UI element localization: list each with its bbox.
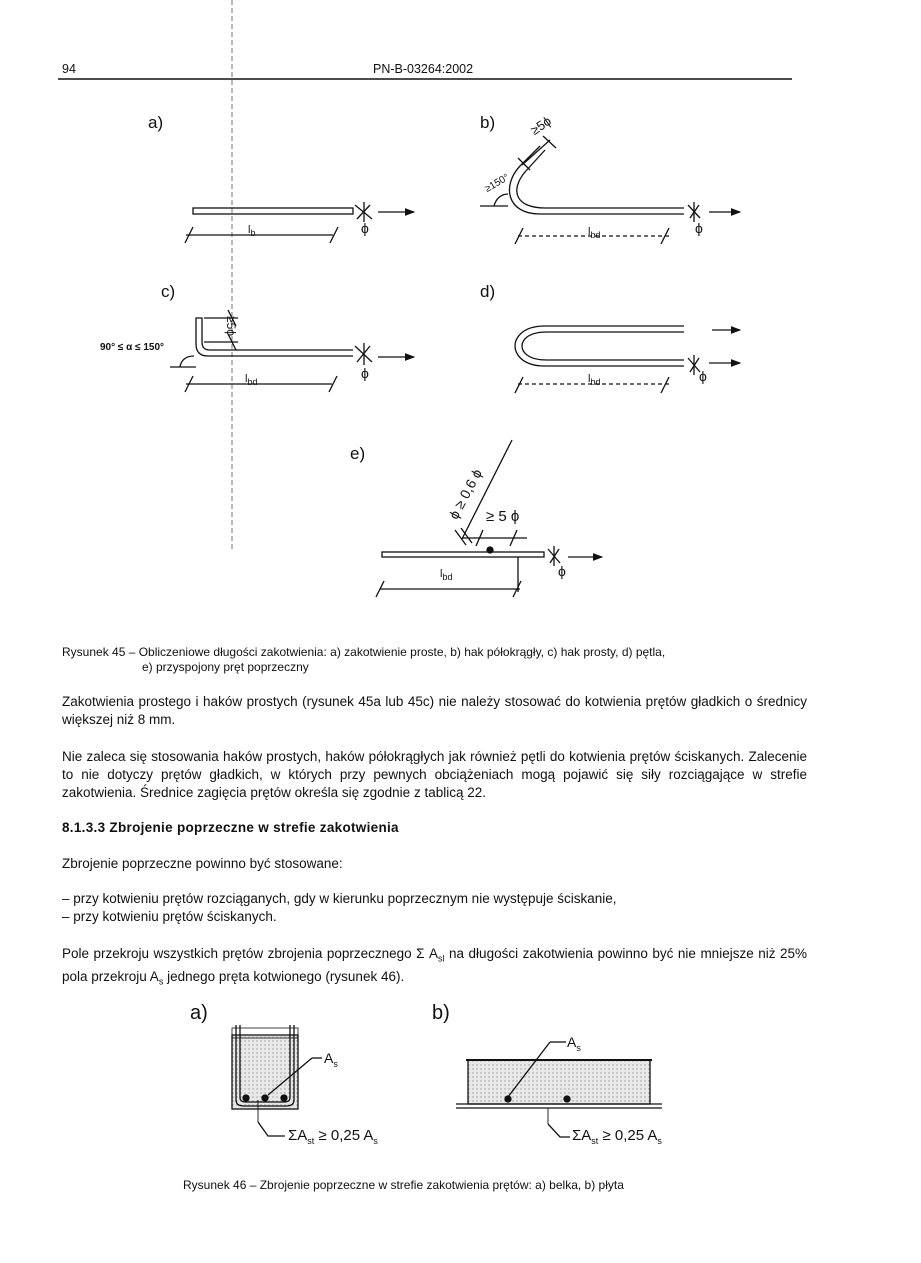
fig46-label-a: a): [190, 1002, 208, 1024]
fig45d-length-label: $l_{bd}$: [588, 373, 601, 388]
fig45e-phi: ϕ: [558, 563, 566, 579]
fig45-label-b: b): [480, 113, 496, 132]
fig45c-phi: ϕ: [361, 365, 369, 381]
bullet-2: – przy kotwieniu prętów ściskanych.: [62, 909, 277, 924]
paragraph-3: Zbrojenie poprzeczne powinno być stosowane:: [62, 856, 343, 871]
figure45-caption-line1: Rysunek 45 – Obliczeniowe długości zakotwienia: a) zakotwienie proste, b) hak półokrągły, c) hak prosty, d) pętla,: [62, 645, 666, 659]
section-heading: 8.1.3.3 Zbrojenie poprzeczne w strefie zakotwienia: [62, 820, 399, 835]
paragraph-1: Zakotwienia prostego i haków prostych (rysunek 45a lub 45c) nie należy stosować do kotwienia prętów gładkich o średnicy większej niż 8 mm.: [62, 694, 807, 727]
standard-code: PN-B-03264:2002: [373, 62, 474, 76]
fig45a-straight-bar: [185, 202, 414, 243]
paragraph-4: Pole przekroju wszystkich prętów zbrojenia poprzecznego Σ $A_{sl}$ na długości zakotwienia powinno być nie mniejsze niż 25% pola przekroju $A_s$ jednego pręta kotwionego (rysunek 46).: [62, 946, 807, 987]
fig45a-phi: ϕ: [361, 220, 369, 236]
fig45c-length-label: $l_{bd}$: [245, 373, 258, 388]
fig45a-length-label: $l_b$: [248, 224, 256, 239]
fig46a-as-label: $A_s$: [324, 1050, 338, 1069]
bullet-1: – przy kotwieniu prętów rozciąganych, gdy w kierunku poprzecznym nie występuje ściskanie,: [62, 891, 617, 906]
fig46a-sum-label: $\Sigma A_{st} \ge 0,25$ $A_s$: [288, 1127, 378, 1146]
fig45d-phi: ϕ: [699, 368, 707, 384]
fig46b-slab-section: [456, 1042, 662, 1137]
fig45e-length-label: $l_{bd}$: [440, 568, 453, 583]
figure46-caption: Rysunek 46 – Zbrojenie poprzeczne w strefie zakotwienia prętów: a) belka, b) płyta: [183, 1178, 624, 1192]
fig46b-sum-label: $\Sigma A_{st} \ge 0,25$ $A_s$: [572, 1127, 662, 1146]
fig45b-length-label: $l_{bd}$: [588, 226, 601, 241]
fig45c-angle: 90° ≤ α ≤ 150°: [100, 342, 165, 353]
fig45-label-c: c): [161, 282, 176, 301]
paragraph-2: Nie zaleca się stosowania haków prostych, haków półokrągłych jak również pętli do kotwienia prętów ściskanych. Zalecenie to nie dotyczy prętów gładkich, w których przy pewnych obciążeniach mogą pojawić się siły rozciągające w strefie zakotwienia. Średnice zagięcia prętów określa się zgodnie z tablicą 22.: [62, 749, 807, 800]
figure45-caption-line2: e) przyspojony pręt poprzeczny: [142, 660, 309, 674]
fig45b-angle: ≥150°: [483, 172, 512, 195]
fig46-label-b: b): [432, 1002, 450, 1024]
page-number: 94: [62, 62, 76, 76]
fig45-label-d: d): [480, 282, 496, 301]
fig45c-spacing: ≥5ϕ: [224, 316, 238, 336]
fig45b-spacing: ≥5ϕ: [527, 113, 554, 138]
fig46b-as-label: $A_s$: [567, 1034, 581, 1053]
fig45e-diameter: ϕ ≥ 0,6 ϕ: [445, 466, 486, 522]
fig45-label-e: e): [350, 444, 366, 463]
fig45b-phi: ϕ: [695, 220, 703, 236]
fig45e-spacing: ≥ 5 ϕ: [486, 508, 520, 525]
fig45c-straight-hook: [170, 310, 414, 392]
fig46a-beam-section: [232, 1025, 322, 1136]
fig45-label-a: a): [148, 113, 164, 132]
